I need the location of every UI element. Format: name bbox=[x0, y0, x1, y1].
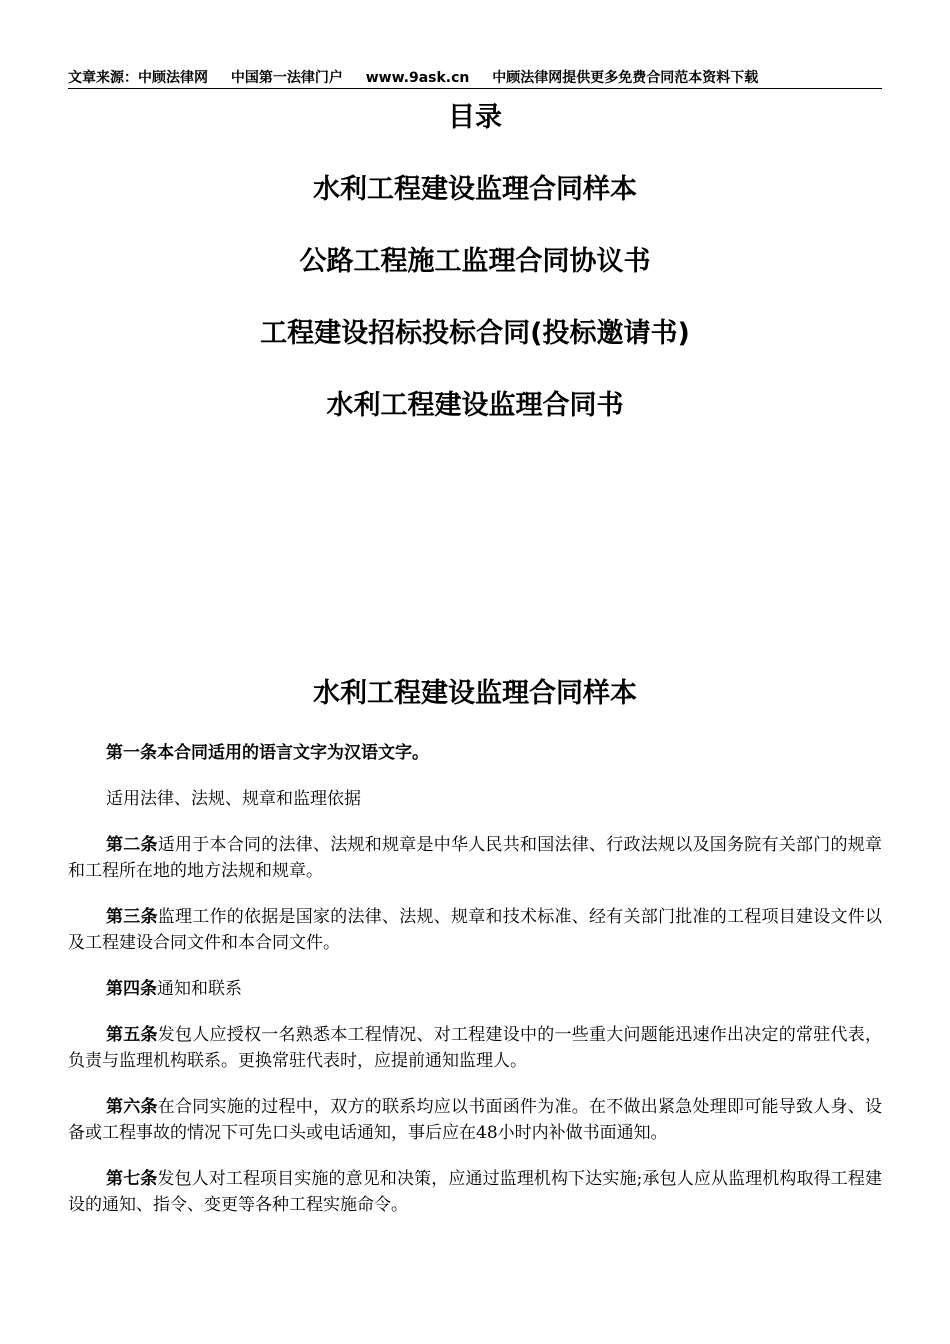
clause-1: 第一条本合同适用的语言文字为汉语文字。 bbox=[106, 743, 429, 763]
clause-7 bbox=[68, 1166, 882, 1218]
clause-label: 第六条 bbox=[106, 1097, 158, 1117]
clause-4 bbox=[68, 976, 882, 1002]
article-body bbox=[68, 740, 882, 1238]
header-portal: 中国第一法律门户 bbox=[230, 70, 343, 86]
clause-5 bbox=[68, 1022, 882, 1074]
clause-text: 监理工作的依据是国家的法律、法规、规章和技术标准、经有关部门批准的工程项目建设文件以及工程建设合同文件和本合同文件。 bbox=[68, 907, 882, 953]
clause-label: 第三条 bbox=[106, 907, 158, 927]
header-url[interactable]: www.9ask.cn bbox=[365, 70, 470, 86]
toc-item[interactable]: 水利工程建设监理合同书 bbox=[326, 390, 624, 421]
article-title: 水利工程建设监理合同样本 bbox=[313, 678, 637, 709]
header-promo: 中顾法律网提供更多免费合同范本资料下载 bbox=[492, 70, 759, 86]
toc-item[interactable]: 工程建设招标投标合同(投标邀请书) bbox=[260, 318, 690, 349]
clause-label: 第二条 bbox=[106, 835, 158, 855]
clause-label: 第四条 bbox=[106, 979, 157, 999]
clause-label: 第七条 bbox=[106, 1169, 158, 1189]
page-header bbox=[68, 68, 882, 89]
section-heading: 适用法律、法规、规章和监理依据 bbox=[106, 789, 361, 809]
clause-text: 发包人对工程项目实施的意见和决策，应通过监理机构下达实施;承包人应从监理机构取得工程建设的通知、指令、变更等各种工程实施命令。 bbox=[68, 1169, 882, 1215]
clause-text: 在合同实施的过程中，双方的联系均应以书面函件为准。在不做出紧急处理即可能导致人身、设备或工程事故的情况下可先口头或电话通知，事后应在48小时内补做书面通知。 bbox=[68, 1097, 882, 1143]
clause-3 bbox=[68, 904, 882, 956]
toc-item[interactable]: 公路工程施工监理合同协议书 bbox=[299, 246, 651, 277]
clause-text: 发包人应授权一名熟悉本工程情况、对工程建设中的一些重大问题能迅速作出决定的常驻代表，负责与监理机构联系。更换常驻代表时，应提前通知监理人。 bbox=[68, 1025, 882, 1071]
clause-label: 第五条 bbox=[106, 1025, 158, 1045]
clause-2 bbox=[68, 832, 882, 884]
header-source: 文章来源：中顾法律网 bbox=[68, 70, 208, 86]
clause-text: 通知和联系 bbox=[157, 979, 242, 999]
clause-6 bbox=[68, 1094, 882, 1146]
toc-item[interactable]: 水利工程建设监理合同样本 bbox=[313, 174, 637, 205]
toc-heading: 目录 bbox=[448, 102, 502, 133]
clause-text: 适用于本合同的法律、法规和规章是中华人民共和国法律、行政法规以及国务院有关部门的规章和工程所在地的地方法规和规章。 bbox=[68, 835, 882, 881]
